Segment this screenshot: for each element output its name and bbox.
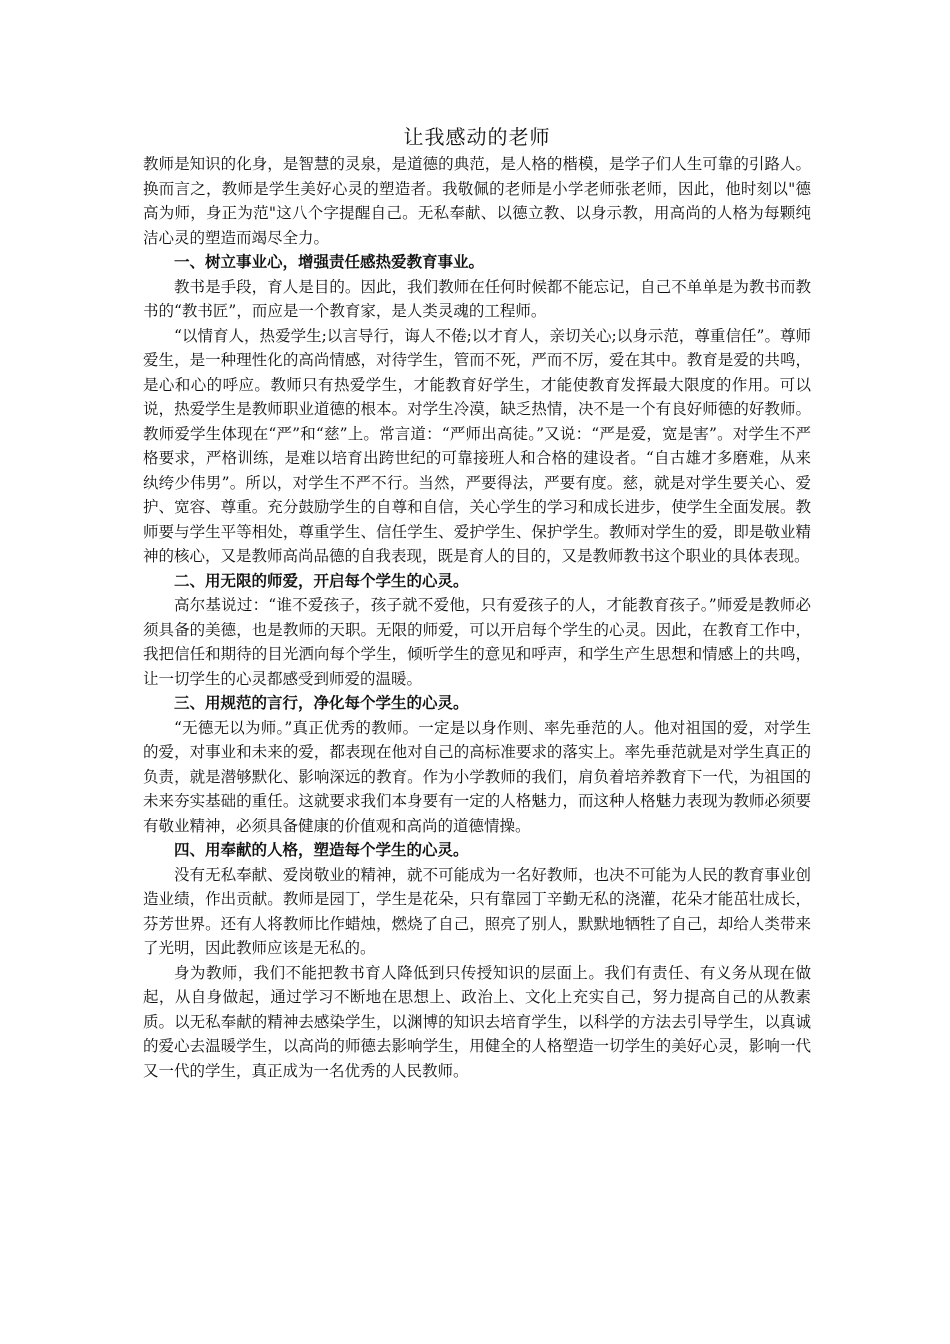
body-paragraph: 教书是手段，育人是目的。因此，我们教师在任何时候都不能忘记，自己不单单是为教书而教书的“教书匠”，而应是一个教育家，是人类灵魂的工程师。 bbox=[143, 277, 811, 320]
body-paragraph: 身为教师，我们不能把教书育人降低到只传授知识的层面上。我们有责任、有义务从现在做起，从自身做起，通过学习不断地在思想上、政治上、文化上充实自己，努力提高自己的从教素质。以无私奉献的精神去感染学生，以渊博的知识去培育学生，以科学的方法去引导学生，以真诚的爱心去温暖学生，以高尚的师德去影响学生，用健全的人格塑造一切学生的美好心灵，影响一代又一代的学生，真正成为一名优秀的人民教师。 bbox=[143, 963, 811, 1080]
section-1 bbox=[143, 250, 811, 569]
section-2 bbox=[143, 569, 811, 692]
section-heading: 一、树立事业心，增强责任感热爱教育事业。 bbox=[174, 253, 485, 271]
section-3 bbox=[143, 691, 811, 838]
document-page bbox=[143, 122, 811, 1083]
section-heading: 三、用规范的言行，净化每个学生的心灵。 bbox=[174, 694, 469, 712]
body-paragraph: “无德无以为师。”真正优秀的教师。一定是以身作则、率先垂范的人。他对祖国的爱，对学生的爱，对事业和未来的爱，都表现在他对自己的高标准要求的落实上。率先垂范就是对学生真正的负责，就是潜够默化、影响深远的教育。作为小学教师的我们，肩负着培养教育下一代，为祖国的未来夯实基础的重任。这就要求我们本身要有一定的人格魅力，而这种人格魅力表现为教师必须要有敬业精神，必须具备健康的价值观和高尚的道德情操。 bbox=[143, 718, 811, 835]
body-paragraph: “以情育人，热爱学生;以言导行，诲人不倦;以才育人，亲切关心;以身示范，尊重信任”。尊师爱生，是一种理性化的高尚情感，对待学生，管而不死，严而不厉，爱在其中。教育是爱的共鸣，是心和心的呼应。教师只有热爱学生，才能教育好学生，才能使教育发挥最大限度的作用。可以说，热爱学生是教师职业道德的根本。对学生冷漠，缺乏热情，决不是一个有良好师德的好教师。教师爱学生体现在“严”和“慈”上。常言道：“严师出高徒。”又说：“严是爱，宽是害”。对学生不严格要求，严格训练，是难以培育出跨世纪的可靠接班人和合格的建设者。“自古雄才多磨难，从来纨绔少伟男”。所以，对学生不严不行。当然，严要得法，严要有度。慈，就是对学生要关心、爱护、宽容、尊重。充分鼓励学生的自尊和自信，关心学生的学习和成长进步，使学生全面发展。教师要与学生平等相处，尊重学生、信任学生、爱护学生、保护学生。教师对学生的爱，即是敬业精神的核心，又是教师高尚品德的自我表现，既是育人的目的，又是教师教书这个职业的具体表现。 bbox=[143, 326, 811, 565]
section-heading: 四、用奉献的人格，塑造每个学生的心灵。 bbox=[174, 841, 469, 859]
document-title: 让我感动的老师 bbox=[403, 125, 551, 149]
body-paragraph: 高尔基说过：“谁不爱孩子，孩子就不爱他，只有爱孩子的人，才能教育孩子。”师爱是教师必须具备的美德，也是教师的天职。无限的师爱，可以开启每个学生的心灵。因此，在教育工作中，我把信任和期待的目光洒向每个学生，倾听学生的意见和呼声，和学生产生思想和情感上的共鸣，让一切学生的心灵都感受到师爱的温暖。 bbox=[143, 596, 811, 688]
section-heading: 二、用无限的师爱，开启每个学生的心灵。 bbox=[174, 571, 469, 590]
intro-paragraph: 教师是知识的化身，是智慧的灵泉，是道德的典范，是人格的楷模，是学子们人生可靠的引路人。换而言之，教师是学生美好心灵的塑造者。我敬佩的老师是小学老师张老师，因此，他时刻以"德高为师，身正为范"这八个字提醒自己。无私奉献、以德立教、以身示教，用高尚的人格为每颗纯洁心灵的塑造而竭尽全力。 bbox=[143, 155, 811, 247]
section-4 bbox=[143, 838, 811, 1083]
body-paragraph: 没有无私奉献、爱岗敬业的精神，就不可能成为一名好教师，也决不可能为人民的教育事业创造业绩，作出贡献。教师是园丁，学生是花朵，只有靠园丁辛勤无私的浇灌，花朵才能茁壮成长，芬芳世界。还有人将教师比作蜡烛，燃烧了自己，照亮了别人，默默地牺牲了自己，却给人类带来了光明，因此教师应该是无私的。 bbox=[143, 865, 811, 957]
